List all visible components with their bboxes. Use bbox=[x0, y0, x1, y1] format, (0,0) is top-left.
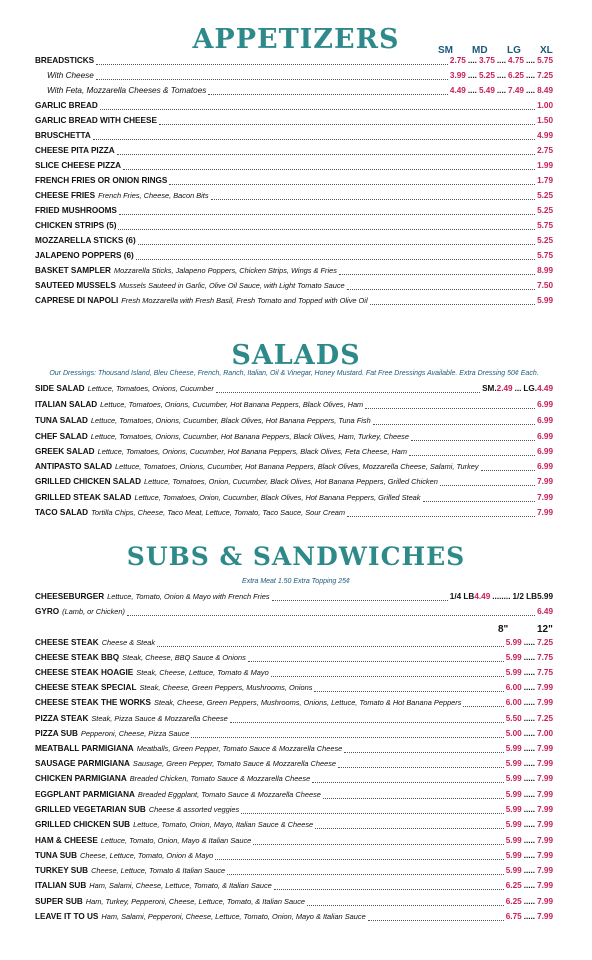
price-separator: ..... bbox=[523, 866, 536, 875]
price: 7.99 bbox=[537, 836, 553, 845]
price: 5.75 bbox=[537, 221, 553, 230]
item-name: With Cheese bbox=[47, 71, 94, 80]
item-name: GREEK SALAD bbox=[35, 447, 95, 456]
item-description: Steak, Cheese, Lettuce, Tomato & Mayo bbox=[136, 668, 269, 677]
price: 7.99 bbox=[537, 790, 553, 799]
price-separator: ..... bbox=[523, 836, 536, 845]
leader-dots bbox=[211, 192, 536, 200]
price-separator: ... bbox=[514, 384, 522, 393]
price-separator: .... bbox=[525, 71, 536, 80]
sub-row bbox=[35, 820, 553, 832]
leader-dots bbox=[136, 252, 535, 260]
price: 6.00 bbox=[505, 683, 522, 692]
item-name: PIZZA SUB bbox=[35, 729, 78, 738]
side-salad-row bbox=[35, 384, 553, 396]
price-separator: ..... bbox=[523, 881, 536, 890]
leader-dots bbox=[323, 791, 504, 799]
item-description: Lettuce, Tomatoes, Onions, Cucumber bbox=[87, 384, 214, 393]
leader-dots bbox=[314, 684, 503, 692]
leader-dots bbox=[169, 177, 535, 185]
sub-row bbox=[35, 698, 553, 710]
appetizer-row bbox=[35, 281, 553, 293]
price: 5.99 bbox=[505, 866, 522, 875]
sub-row bbox=[35, 744, 553, 756]
price: 5.99 bbox=[505, 820, 522, 829]
price: 6.99 bbox=[537, 447, 553, 456]
price-separator: ..... bbox=[523, 790, 536, 799]
item-name: HAM & CHEESE bbox=[35, 836, 98, 845]
leader-dots bbox=[216, 385, 480, 393]
item-description: Sausage, Green Pepper, Tomato Sauce & Mozzarella Cheese bbox=[132, 759, 337, 768]
item-description: French Fries, Cheese, Bacon Bits bbox=[98, 191, 209, 200]
price: 7.99 bbox=[537, 851, 553, 860]
item-name: SAUTEED MUSSELS bbox=[35, 281, 116, 290]
dressing-note: Our Dressings: Thousand Island, Bleu Cheese, French, Ranch, Italian, Oil & Vinegar, Honey Mustard. Fat Free Dressings Available. Extra Dressing 50¢ Each. bbox=[49, 370, 539, 377]
price-separator: ..... bbox=[523, 668, 536, 677]
price-separator: .... bbox=[467, 71, 477, 80]
price: 6.99 bbox=[537, 462, 553, 471]
item-description: Lettuce, Tomatoes, Onions, Cucumber, Black Olives, Hot Banana Peppers, Tuna Fish bbox=[90, 416, 371, 425]
item-name: GRILLED VEGETARIAN SUB bbox=[35, 805, 146, 814]
leader-dots bbox=[370, 297, 535, 305]
price: 7.99 bbox=[537, 881, 553, 890]
item-name: CHEF SALAD bbox=[35, 432, 88, 441]
item-name: GYRO bbox=[35, 607, 60, 616]
sub-row bbox=[35, 653, 553, 665]
item-description: Pepperoni, Cheese, Pizza Sauce bbox=[80, 729, 190, 738]
price: 8.49 bbox=[537, 86, 553, 95]
appetizer-row bbox=[35, 251, 553, 263]
price: 6.75 bbox=[505, 912, 522, 921]
price: 2.75 bbox=[449, 56, 466, 65]
price: 7.99 bbox=[537, 774, 553, 783]
appetizer-row bbox=[35, 131, 553, 143]
leader-dots bbox=[411, 433, 535, 441]
leader-dots bbox=[248, 654, 504, 662]
item-description: Breaded Chicken, Tomato Sauce & Mozzarella Cheese bbox=[129, 774, 311, 783]
item-name: PIZZA STEAK bbox=[35, 714, 89, 723]
price: 5.99 bbox=[505, 805, 522, 814]
item-description: Meatballs, Green Pepper, Tomato Sauce & Mozzarella Cheese bbox=[136, 744, 343, 753]
leader-dots bbox=[344, 745, 504, 753]
price: 5.99 bbox=[505, 851, 522, 860]
item-name: CHEESE STEAK BBQ bbox=[35, 653, 120, 662]
leader-dots bbox=[365, 401, 535, 409]
price-separator: ..... bbox=[523, 805, 536, 814]
sub-row bbox=[35, 805, 553, 817]
item-description: Ham, Salami, Pepperoni, Cheese, Lettuce, Tomato, Onion, Mayo & Italian Sauce bbox=[101, 912, 366, 921]
price: 7.25 bbox=[537, 714, 553, 723]
price-separator: .... bbox=[496, 71, 507, 80]
leader-dots bbox=[271, 669, 504, 677]
price-separator: .... bbox=[467, 86, 477, 95]
item-name: GARLIC BREAD WITH CHEESE bbox=[35, 116, 157, 125]
item-name: CHEESEBURGER bbox=[35, 592, 105, 601]
appetizer-row bbox=[35, 176, 553, 188]
leader-dots bbox=[272, 593, 448, 601]
appetizer-row bbox=[35, 101, 553, 113]
leader-dots bbox=[138, 237, 535, 245]
price: 5.25 bbox=[478, 71, 495, 80]
appetizer-row bbox=[35, 191, 553, 203]
price: 7.99 bbox=[537, 508, 553, 517]
item-description: Ham, Salami, Cheese, Lettuce, Tomato, & Italian Sauce bbox=[89, 881, 272, 890]
price: 6.49 bbox=[537, 607, 553, 616]
price: 5.50 bbox=[505, 714, 522, 723]
item-name: CHEESE FRIES bbox=[35, 191, 96, 200]
item-name: LEAVE IT TO US bbox=[35, 912, 99, 921]
leader-dots bbox=[159, 117, 535, 125]
price: 1.79 bbox=[537, 176, 553, 185]
appetizer-row bbox=[35, 86, 553, 98]
item-description: Steak, Cheese, Green Peppers, Mushrooms, Onions, Lettuce, Tomato & Hot Banana Peppers bbox=[154, 698, 462, 707]
price: 7.99 bbox=[537, 683, 553, 692]
price-separator: ..... bbox=[523, 714, 536, 723]
item-name: ANTIPASTO SALAD bbox=[35, 462, 113, 471]
price: 2.49 bbox=[496, 384, 513, 393]
price: 6.25 bbox=[508, 71, 524, 80]
sub-row bbox=[35, 638, 553, 650]
leader-dots bbox=[373, 417, 535, 425]
price: 5.99 bbox=[505, 744, 522, 753]
item-description: Lettuce, Tomatoes, Onion, Cucumber, Black Olives, Hot Banana Peppers, Grilled Chicken bbox=[143, 477, 438, 486]
item-description: Lettuce, Tomato, Onion, Mayo, Italian Sauce & Cheese bbox=[133, 820, 314, 829]
item-name: JALAPENO POPPERS (6) bbox=[35, 251, 134, 260]
salad-row bbox=[35, 493, 553, 505]
gyro-row bbox=[35, 607, 553, 619]
size-sm: SM bbox=[438, 45, 453, 56]
price: 6.00 bbox=[505, 698, 522, 707]
appetizer-row bbox=[35, 296, 553, 308]
item-name: FRIED MUSHROOMS bbox=[35, 206, 117, 215]
price: 1.00 bbox=[537, 101, 553, 110]
sm-label: SM. bbox=[482, 384, 497, 393]
salad-row bbox=[35, 416, 553, 428]
price: 5.99 bbox=[505, 653, 522, 662]
appetizer-row bbox=[35, 161, 553, 173]
item-description: Lettuce, Tomato, Onion & Mayo with French Fries bbox=[107, 592, 270, 601]
sub-row bbox=[35, 683, 553, 695]
price-separator: ..... bbox=[523, 683, 536, 692]
price: 7.99 bbox=[537, 912, 553, 921]
price: 5.75 bbox=[537, 56, 553, 65]
item-description: Tortilla Chips, Cheese, Taco Meat, Lettuce, Tomato, Taco Sauce, Sour Cream bbox=[91, 508, 346, 517]
price: 7.75 bbox=[537, 653, 553, 662]
price: 7.99 bbox=[537, 477, 553, 486]
price-separator: ..... bbox=[523, 744, 536, 753]
price-separator: ..... bbox=[523, 897, 536, 906]
leader-dots bbox=[312, 775, 504, 783]
item-name: GRILLED STEAK SALAD bbox=[35, 493, 132, 502]
leader-dots bbox=[339, 267, 535, 275]
leader-dots bbox=[347, 282, 535, 290]
item-description: Cheese & assorted veggies bbox=[148, 805, 240, 814]
price: 7.99 bbox=[537, 493, 553, 502]
item-description: Ham, Turkey, Pepperoni, Cheese, Lettuce, Tomato, & Italian Sauce bbox=[85, 897, 306, 906]
item-description: Lettuce, Tomatoes, Onion, Cucumber, Black Olives, Hot Banana Peppers, Grilled Steak bbox=[134, 493, 421, 502]
leader-dots bbox=[274, 882, 504, 890]
price: 4.75 bbox=[508, 56, 524, 65]
item-name: SLICE CHEESE PIZZA bbox=[35, 161, 121, 170]
half-lb-label: 1/2 LB bbox=[512, 592, 538, 601]
price: 4.49 bbox=[474, 592, 491, 601]
item-description: Breaded Eggplant, Tomato Sauce & Mozzarella Cheese bbox=[137, 790, 321, 799]
sub-row bbox=[35, 759, 553, 771]
size-lg: LG bbox=[507, 45, 521, 56]
item-name: CAPRESE DI NAPOLI bbox=[35, 296, 119, 305]
sub-row bbox=[35, 729, 553, 741]
price: 5.99 bbox=[505, 836, 522, 845]
price: 6.25 bbox=[505, 897, 522, 906]
price: 7.50 bbox=[537, 281, 553, 290]
item-description: Lettuce, Tomatoes, Onions, Cucumber, Hot Banana Peppers, Black Olives, Feta Cheese, Ham bbox=[97, 447, 408, 456]
item-name: SUPER SUB bbox=[35, 897, 83, 906]
price-separator: ..... bbox=[523, 912, 536, 921]
size-md: MD bbox=[472, 45, 488, 56]
cheeseburger-row bbox=[35, 592, 553, 604]
quarter-lb-label: 1/4 LB bbox=[449, 592, 475, 601]
price: 7.99 bbox=[537, 759, 553, 768]
item-name: EGGPLANT PARMIGIANA bbox=[35, 790, 135, 799]
item-description: (Lamb, or Chicken) bbox=[62, 607, 125, 616]
price-separator: ..... bbox=[523, 851, 536, 860]
leader-dots bbox=[100, 102, 535, 110]
leader-dots bbox=[368, 913, 504, 921]
price: 5.25 bbox=[537, 236, 553, 245]
leader-dots bbox=[338, 760, 504, 768]
item-name: ITALIAN SUB bbox=[35, 881, 87, 890]
item-name: SAUSAGE PARMIGIANA bbox=[35, 759, 130, 768]
price-separator: ..... bbox=[523, 638, 536, 647]
item-name: CHEESE STEAK bbox=[35, 638, 99, 647]
item-description: Lettuce, Tomato, Onion, Mayo & Italian Sauce bbox=[100, 836, 252, 845]
leader-dots bbox=[230, 715, 504, 723]
price: 3.75 bbox=[478, 56, 495, 65]
item-name: FRENCH FRIES OR ONION RINGS bbox=[35, 176, 168, 185]
item-description: Steak, Cheese, BBQ Sauce & Onions bbox=[122, 653, 246, 662]
item-description: Lettuce, Tomatoes, Onions, Cucumber, Hot Banana Peppers, Black Olives, Mozzarella Cheese, Salami, Turkey bbox=[115, 462, 479, 471]
item-description: Cheese, Lettuce, Tomato, Onion & Mayo bbox=[80, 851, 214, 860]
leader-dots bbox=[208, 87, 448, 95]
leader-dots bbox=[440, 478, 535, 486]
item-name: TUNA SALAD bbox=[35, 416, 88, 425]
price: 7.25 bbox=[537, 638, 553, 647]
leader-dots bbox=[191, 730, 503, 738]
leader-dots bbox=[227, 867, 504, 875]
appetizers-title: APPETIZERS bbox=[192, 24, 400, 55]
salad-row bbox=[35, 400, 553, 412]
appetizer-row bbox=[35, 206, 553, 218]
price: 5.25 bbox=[537, 191, 553, 200]
price-separator: .... bbox=[467, 56, 477, 65]
item-description: Fresh Mozzarella with Fresh Basil, Fresh Tomato and Topped with Olive Oil bbox=[121, 296, 368, 305]
item-name: CHEESE PITA PIZZA bbox=[35, 146, 115, 155]
price: 7.99 bbox=[537, 866, 553, 875]
item-name: GRILLED CHICKEN SUB bbox=[35, 820, 131, 829]
item-description: Steak, Cheese, Green Peppers, Mushrooms, Onions bbox=[139, 683, 313, 692]
lg-label: LG. bbox=[523, 384, 538, 393]
price-separator: .... bbox=[496, 86, 507, 95]
item-description: Lettuce, Tomatoes, Onions, Cucumber, Hot Banana Peppers, Black Olives, Ham, Turkey, Cheese bbox=[90, 432, 409, 441]
sub-row bbox=[35, 851, 553, 863]
size-12-header: 12" bbox=[537, 624, 553, 635]
leader-dots bbox=[118, 222, 535, 230]
leader-dots bbox=[119, 207, 535, 215]
item-name: CHICKEN PARMIGIANA bbox=[35, 774, 127, 783]
item-name: CHEESE STEAK THE WORKS bbox=[35, 698, 152, 707]
price: 7.99 bbox=[537, 897, 553, 906]
salad-row bbox=[35, 477, 553, 489]
leader-dots bbox=[123, 162, 535, 170]
price: 7.25 bbox=[537, 71, 553, 80]
price: 5.49 bbox=[478, 86, 495, 95]
price-separator: ..... bbox=[523, 820, 536, 829]
size-8-header: 8" bbox=[498, 624, 509, 635]
price-separator: ..... bbox=[523, 653, 536, 662]
leader-dots bbox=[93, 132, 535, 140]
item-name: CHICKEN STRIPS (5) bbox=[35, 221, 117, 230]
item-name: BASKET SAMPLER bbox=[35, 266, 111, 275]
price: 4.49 bbox=[537, 384, 553, 393]
leader-dots bbox=[347, 509, 535, 517]
price: 6.99 bbox=[537, 400, 553, 409]
price-separator: ..... bbox=[523, 774, 536, 783]
salad-row bbox=[35, 508, 553, 520]
salad-row bbox=[35, 462, 553, 474]
leader-dots bbox=[96, 57, 448, 65]
leader-dots bbox=[241, 806, 504, 814]
item-name: ITALIAN SALAD bbox=[35, 400, 98, 409]
appetizer-row bbox=[35, 236, 553, 248]
price-separator: ..... bbox=[523, 698, 536, 707]
item-name: SIDE SALAD bbox=[35, 384, 85, 393]
price: 4.49 bbox=[449, 86, 466, 95]
salad-row bbox=[35, 447, 553, 459]
leader-dots bbox=[96, 72, 448, 80]
price-separator: .... bbox=[525, 86, 536, 95]
price: 5.99 bbox=[505, 790, 522, 799]
salads-title: SALADS bbox=[231, 340, 361, 371]
price: 1.50 bbox=[537, 116, 553, 125]
appetizer-row bbox=[35, 116, 553, 128]
item-name: GARLIC BREAD bbox=[35, 101, 98, 110]
sub-row bbox=[35, 790, 553, 802]
price-separator: ........ bbox=[492, 592, 511, 601]
appetizer-row bbox=[35, 221, 553, 233]
extra-note: Extra Meat 1.50 Extra Topping 25¢ bbox=[242, 578, 350, 585]
price: 5.99 bbox=[505, 774, 522, 783]
item-name: BRUSCHETTA bbox=[35, 131, 91, 140]
leader-dots bbox=[315, 821, 504, 829]
salad-row bbox=[35, 432, 553, 444]
item-description: Cheese & Steak bbox=[101, 638, 156, 647]
price: 5.99 bbox=[537, 592, 553, 601]
sub-row bbox=[35, 836, 553, 848]
price: 8.99 bbox=[537, 266, 553, 275]
price: 6.25 bbox=[505, 881, 522, 890]
price: 7.75 bbox=[537, 668, 553, 677]
price: 7.00 bbox=[537, 729, 553, 738]
leader-dots bbox=[253, 837, 503, 845]
item-description: Cheese, Lettuce, Tomato & Italian Sauce bbox=[91, 866, 226, 875]
appetizer-row bbox=[35, 71, 553, 83]
price: 7.99 bbox=[537, 805, 553, 814]
leader-dots bbox=[215, 852, 504, 860]
appetizer-row bbox=[35, 146, 553, 158]
subs-title: SUBS & SANDWICHES bbox=[126, 542, 466, 571]
price: 5.99 bbox=[505, 638, 522, 647]
sub-row bbox=[35, 668, 553, 680]
price: 7.99 bbox=[537, 698, 553, 707]
sub-row bbox=[35, 714, 553, 726]
item-description: Mussels Sauteed in Garlic, Olive Oil Sauce, with Light Tomato Sauce bbox=[118, 281, 345, 290]
price: 5.75 bbox=[537, 251, 553, 260]
price: 4.99 bbox=[537, 131, 553, 140]
leader-dots bbox=[307, 898, 504, 906]
price: 7.99 bbox=[537, 820, 553, 829]
sub-row bbox=[35, 774, 553, 786]
price-separator: ..... bbox=[523, 729, 536, 738]
item-name: BREADSTICKS bbox=[35, 56, 95, 65]
item-name: MEATBALL PARMIGIANA bbox=[35, 744, 134, 753]
appetizer-row bbox=[35, 266, 553, 278]
price: 1.99 bbox=[537, 161, 553, 170]
price-separator: ..... bbox=[523, 759, 536, 768]
price: 3.99 bbox=[449, 71, 466, 80]
leader-dots bbox=[127, 608, 535, 616]
item-description: Mozzarella Sticks, Jalapeno Poppers, Chicken Strips, Wings & Fries bbox=[113, 266, 337, 275]
price: 5.25 bbox=[537, 206, 553, 215]
price-separator: .... bbox=[525, 56, 536, 65]
size-xl: XL bbox=[540, 45, 553, 56]
item-name: TURKEY SUB bbox=[35, 866, 89, 875]
price: 7.49 bbox=[508, 86, 524, 95]
sub-row bbox=[35, 897, 553, 909]
price: 7.99 bbox=[537, 744, 553, 753]
price: 6.99 bbox=[537, 416, 553, 425]
price: 2.75 bbox=[537, 146, 553, 155]
item-description: Steak, Pizza Sauce & Mozzarella Cheese bbox=[91, 714, 228, 723]
price-separator: .... bbox=[496, 56, 507, 65]
item-name: CHEESE STEAK HOAGIE bbox=[35, 668, 134, 677]
price: 5.99 bbox=[505, 759, 522, 768]
leader-dots bbox=[157, 639, 504, 647]
item-name: MOZZARELLA STICKS (6) bbox=[35, 236, 136, 245]
leader-dots bbox=[463, 699, 503, 707]
leader-dots bbox=[409, 448, 535, 456]
price: 5.99 bbox=[537, 296, 553, 305]
sub-row bbox=[35, 866, 553, 878]
item-name: TACO SALAD bbox=[35, 508, 89, 517]
sub-row bbox=[35, 881, 553, 893]
item-name: TUNA SUB bbox=[35, 851, 77, 860]
item-description: Lettuce, Tomatoes, Onions, Cucumber, Hot Banana Peppers, Black Olives, Ham bbox=[100, 400, 364, 409]
price: 5.99 bbox=[505, 668, 522, 677]
price: 6.99 bbox=[537, 432, 553, 441]
item-name: With Feta, Mozzarella Cheeses & Tomatoes bbox=[47, 86, 207, 95]
leader-dots bbox=[117, 147, 535, 155]
sub-row bbox=[35, 912, 553, 924]
appetizer-row bbox=[35, 56, 553, 68]
item-name: CHEESE STEAK SPECIAL bbox=[35, 683, 137, 692]
price: 5.00 bbox=[505, 729, 522, 738]
leader-dots bbox=[423, 494, 536, 502]
leader-dots bbox=[481, 463, 535, 471]
item-name: GRILLED CHICKEN SALAD bbox=[35, 477, 141, 486]
